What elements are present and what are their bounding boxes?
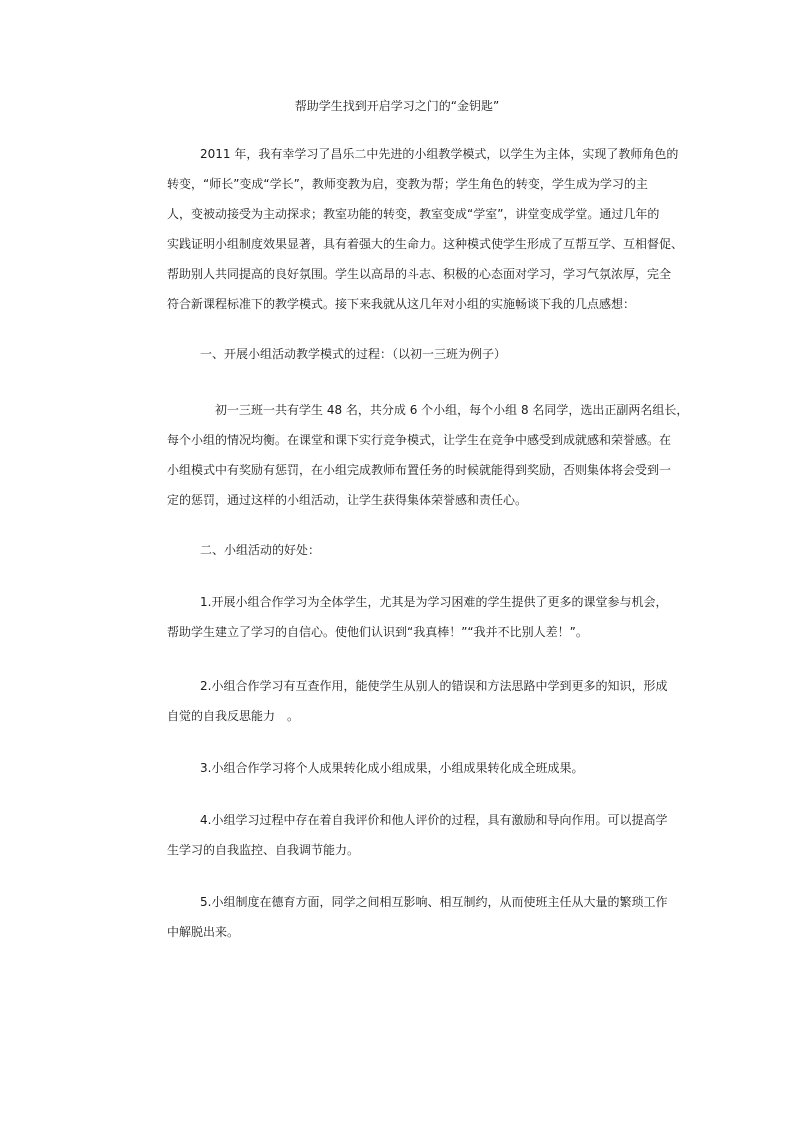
section1-line: 初一三班一共有学生 48 名，共分成 6 个小组，每个小组 8 名同学，选出正副两名组长， [215,403,689,417]
intro-line: 符合新课程标准下的教学模式。接下来我就从这几年对小组的实施畅谈下我的几点感想： [167,297,636,311]
benefit-4-line: 4.小组学习过程中存在着自我评价和他人评价的过程，具有激励和导向作用。可以提高学 [200,813,668,827]
benefit-1-line: 1.开展小组合作学习为全体学生，尤其是为学习困难的学生提供了更多的课堂参与机会， [200,595,668,609]
document-title: 帮助学生找到开启学习之门的“金钥匙” [294,99,500,113]
benefit-2-line: 2.小组合作学习有互查作用，能使学生从别人的错误和方法思路中学到更多的知识，形成 [200,679,668,693]
intro-line: 实践证明小组制度效果显著，具有着强大的生命力。这种模式使学生形成了互帮互学、互相督促、 [167,237,684,251]
intro-line: 转变，“师长”变成“学长”，教师变教为启，变教为帮；学生角色的转变，学生成为学习的主 [167,177,648,191]
intro-line: 帮助别人共同提高的良好氛围。学生以高昂的斗志、积极的心态面对学习，学习气氛浓厚，完全 [167,267,672,281]
benefit-3-line: 3.小组合作学习将个人成果转化成小组成果，小组成果转化成全班成果。 [200,761,584,775]
section2-heading: 二、小组活动的好处： [200,543,321,557]
intro-line: 人，变被动接受为主动探求；教室功能的转变，教室变成“学室”，讲堂变成学堂。通过几年的 [167,207,660,221]
benefit-5-line: 5.小组制度在德育方面，同学之间相互影响、相互制约，从而使班主任从大量的繁琐工作 [200,895,668,909]
benefit-5-line: 中解脱出来。 [167,925,240,939]
section1-line: 每个小组的情况均衡。在课堂和课下实行竞争模式，让学生在竞争中感受到成就感和荣誉感。在 [167,433,672,447]
section1-line: 定的惩罚，通过这样的小组活动，让学生获得集体荣誉感和责任心。 [167,493,528,507]
section1-heading: 一、开展小组活动教学模式的过程：（以初一三班为例子） [200,347,507,361]
section1-line: 小组模式中有奖励有惩罚，在小组完成教师布置任务的时候就能得到奖励，否则集体将会受到一 [167,463,672,477]
benefit-2-line: 自觉的自我反思能力 。 [167,709,300,723]
benefit-4-line: 生学习的自我监控、自我调节能力。 [167,843,360,857]
benefit-1-line: 帮助学生建立了学习的自信心。使他们认识到“我真棒！”“我并不比别人差！”。 [167,625,588,639]
intro-line: 2011 年，我有幸学习了昌乐二中先进的小组教学模式，以学生为主体，实现了教师角色的 [200,147,679,161]
